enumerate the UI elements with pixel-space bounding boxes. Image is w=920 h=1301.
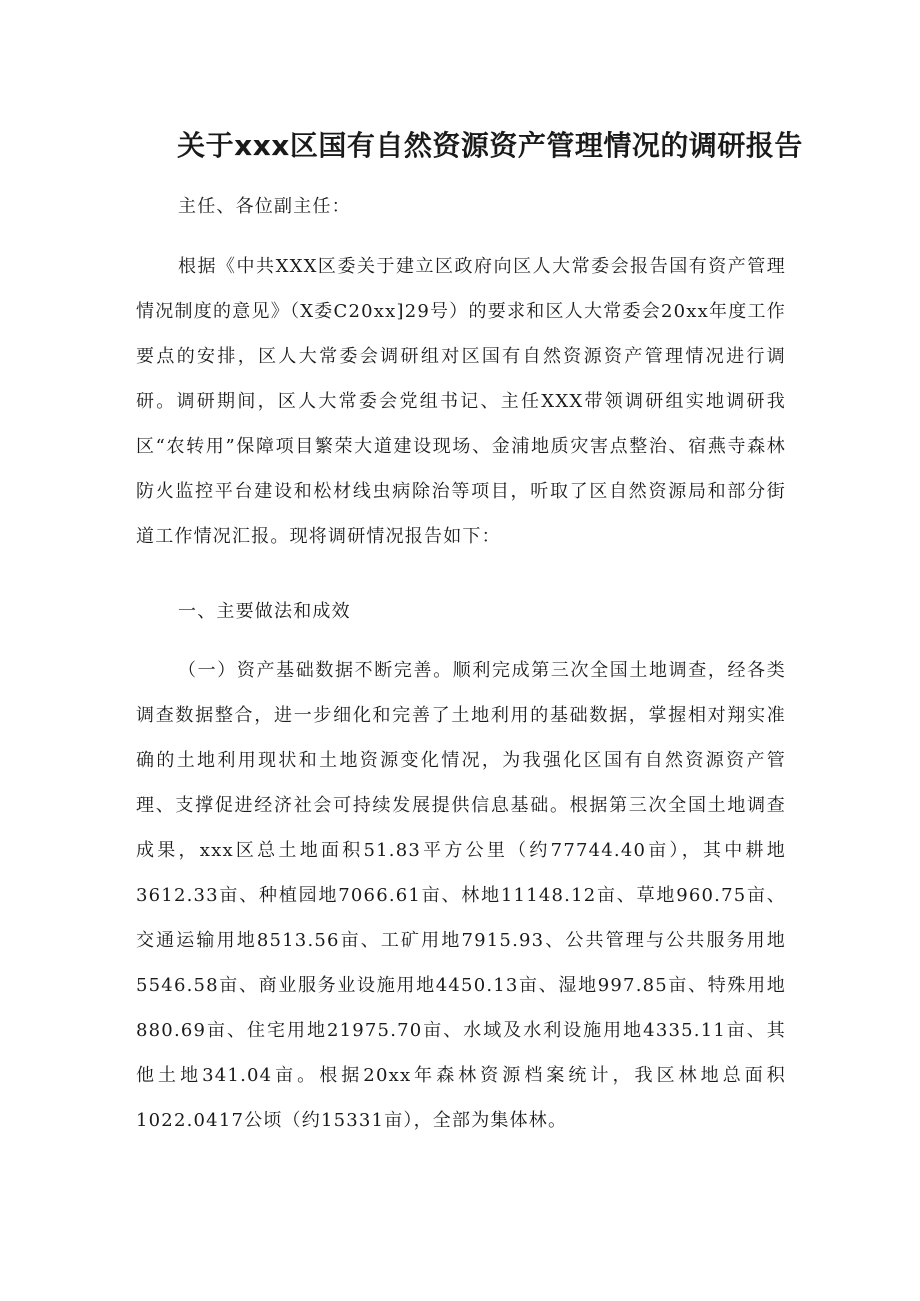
section-heading-1: 一、主要做法和成效 (178, 601, 351, 622)
paragraph-asset-data: （一）资产基础数据不断完善。顺利完成第三次全国土地调查，经各类调查数据整合，进一步细化和完善了土地利用的基础数据，掌握相对翔实准确的土地利用现状和土地资源变化情况，为我强化区国有自然资源资产管理、支撑促进经济社会可持续发展提供信息基础。根据第三次全国土地调查成果，xxx区总土地面积51.83平方公里（约77744.40亩），其中耕地3612.33亩、种植园地7066.61亩、林地11148.12亩、草地960.75亩、交通运输用地8513.56亩、工矿用地7915.93、公共管理与公共服务用地5546.58亩、商业服务业设施用地4450.13亩、湿地997.85亩、特殊用地880.69亩、住宅用地21975.70亩、水域及水利设施用地4335.11亩、其他土地341.04亩。根据20xx年森林资源档案统计，我区林地总面积1022.0417公顷（约15331亩），全部为集体林。 (136, 660, 786, 1131)
paragraph-intro: 根据《中共XXX区委关于建立区政府向区人大常委会报告国有资产管理情况制度的意见》（X委C20xx]29号）的要求和区人大常委会20xx年度工作要点的安排，区人大常委会调研组对区国有自然资源资产管理情况进行调研。调研期间，区人大常委会党组书记、主任XXX带领调研组实地调研我区“农转用”保障项目繁荣大道建设现场、金浦地质灾害点整治、宿燕寺森林防火监控平台建设和松材线虫病除治等项目，听取了区自然资源局和部分街道工作情况汇报。现将调研情况报告如下： (136, 256, 786, 547)
salutation: 主任、各位副主任： (178, 196, 351, 217)
document-title: 关于xxx区国有自然资源资产管理情况的调研报告 (177, 129, 803, 162)
